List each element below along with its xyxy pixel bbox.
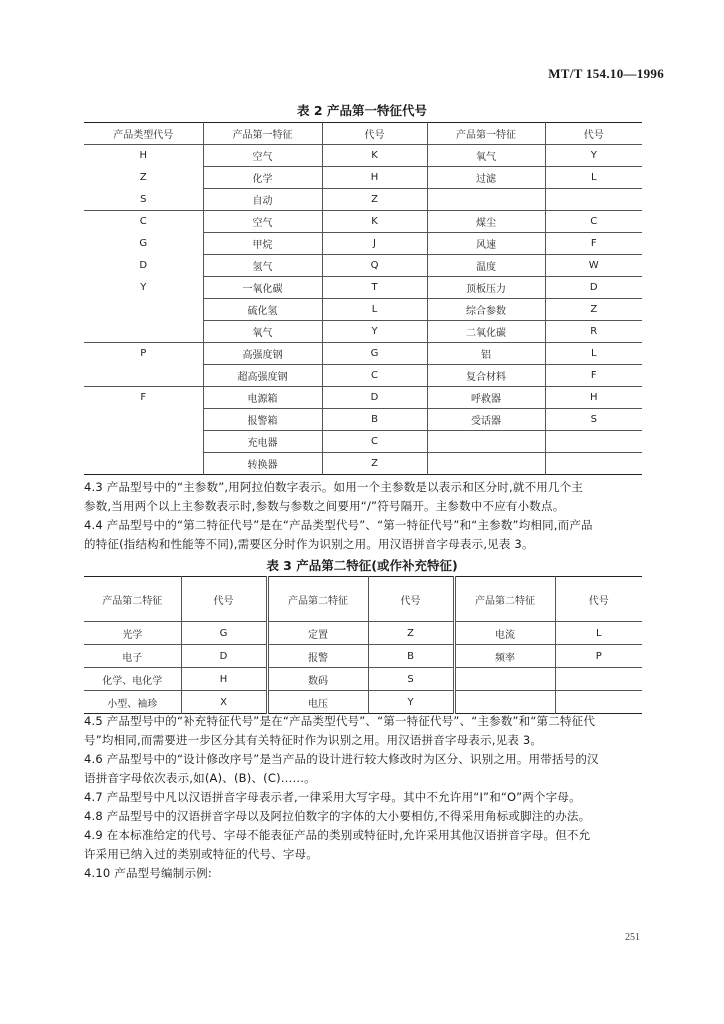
table-cell: 呼救器 (427, 387, 545, 409)
table-cell: C (84, 211, 203, 233)
table-cell (545, 189, 642, 211)
table-cell (427, 431, 545, 453)
text-line: 许采用已纳入过的类别或特征的代号、字母。 (84, 847, 318, 861)
table-cell (454, 691, 555, 714)
table-cell (84, 409, 203, 431)
table-cell: Y (545, 145, 642, 167)
table-row (84, 431, 642, 453)
table-cell (545, 431, 642, 453)
text-line: 的特征(指结构和性能等不同),需要区分时作为识别之用。用汉语拼音字母表示,见表 3。 (84, 537, 534, 551)
table-cell: S (368, 668, 454, 691)
table3-header-cell: 产品第二特征 (84, 577, 181, 622)
table-cell: 电源箱 (203, 387, 322, 409)
table2-title: 表 2 产品第一特征代号 (297, 103, 427, 118)
text-line: 4.9 在本标准给定的代号、字母不能表征产品的类别或特征时,允许采用其他汉语拼音字母。但不允 (84, 828, 591, 842)
table-cell: B (368, 645, 454, 668)
clause-4-10 (84, 864, 648, 883)
standard-code: MT/T 154.10—1996 (548, 66, 664, 81)
table-cell: 自动 (203, 189, 322, 211)
table-cell (84, 453, 203, 475)
table-cell: 受话器 (427, 409, 545, 431)
table2-header-cell: 代号 (322, 123, 427, 145)
table-cell: 电子 (84, 645, 181, 668)
text-line: 参数,当用两个以上主参数表示时,参数与参数之间要用“/”符号隔开。主参数中不应有小数点。 (84, 499, 565, 513)
clause-4-7 (84, 788, 648, 807)
table2-first-feature-codes (84, 122, 642, 475)
table-cell: 电流 (454, 622, 555, 645)
table-cell: 煤尘 (427, 211, 545, 233)
table3-second-feature-codes (84, 576, 642, 714)
table-cell (84, 431, 203, 453)
table-cell: S (84, 189, 203, 211)
table-cell: 甲烷 (203, 233, 322, 255)
text-line: 4.8 产品型号中的汉语拼音字母以及阿拉伯数字的字体的大小要相仿,不得采用角标或脚注的办法。 (84, 809, 591, 823)
table-cell: 数码 (267, 668, 368, 691)
table3-header-cell: 代号 (368, 577, 454, 622)
table-cell: F (84, 387, 203, 409)
table-row (84, 668, 642, 691)
page-number: 251 (625, 932, 640, 943)
table-cell: C (322, 431, 427, 453)
table3-header-cell: 代号 (555, 577, 642, 622)
clause-4-8 (84, 807, 648, 826)
table-cell: L (545, 167, 642, 189)
table-cell: P (555, 645, 642, 668)
table-cell: 一氧化碳 (203, 277, 322, 299)
table-cell: 超高强度钢 (203, 365, 322, 387)
table-cell: X (181, 691, 267, 714)
table-cell: K (322, 211, 427, 233)
table-cell: Z (322, 189, 427, 211)
table3-header-row (84, 577, 642, 622)
table-cell: C (545, 211, 642, 233)
table-cell: 二氧化碳 (427, 321, 545, 343)
table-cell: 定置 (267, 622, 368, 645)
table-row (84, 145, 642, 167)
text-line: 4.5 产品型号中的“补充特征代号”是在“产品类型代号”、“第一特征代号”、“主参数”和“第二特征代 (84, 714, 596, 728)
text-line: 4.4 产品型号中的“第二特征代号”是在“产品类型代号”、“第一特征代号”和“主参数”均相同,而产品 (84, 518, 593, 532)
table-cell: Z (84, 167, 203, 189)
table-row (84, 255, 642, 277)
table-cell: D (84, 255, 203, 277)
table2-header-row (84, 123, 642, 145)
table-cell: 电压 (267, 691, 368, 714)
table-cell: 高强度钢 (203, 343, 322, 365)
table-cell: 报警箱 (203, 409, 322, 431)
table2-header-cell: 产品第一特征 (203, 123, 322, 145)
table-cell (84, 321, 203, 343)
table-row (84, 645, 642, 668)
table-cell: 风速 (427, 233, 545, 255)
clause-4-4 (84, 516, 648, 554)
table-cell: Q (322, 255, 427, 277)
text-line: 号”均相同,而需要进一步区分其有关特征时作为识别之用。用汉语拼音字母表示,见表 3。 (84, 733, 543, 747)
table-cell: 综合参数 (427, 299, 545, 321)
table-cell: F (590, 370, 597, 381)
table-cell: 化学、电化学 (84, 668, 181, 691)
table-cell: D (322, 387, 427, 409)
table-cell: L (555, 622, 642, 645)
table-cell (454, 668, 555, 691)
table-cell: 充电器 (203, 431, 322, 453)
table-cell: 频率 (454, 645, 555, 668)
table-cell: 铝 (427, 343, 545, 365)
table-cell: 报警 (267, 645, 368, 668)
table-cell (84, 299, 203, 321)
table-cell (84, 365, 203, 387)
table-cell: F (545, 233, 642, 255)
table-cell: Y (368, 691, 454, 714)
table-cell: T (322, 277, 427, 299)
table3-header-cell: 产品第二特征 (267, 577, 368, 622)
table-cell: H (545, 387, 642, 409)
table-cell: Z (368, 622, 454, 645)
table-cell: 硫化氢 (203, 299, 322, 321)
table-cell: D (545, 277, 642, 299)
clause-4-5 (84, 712, 648, 750)
table-cell (427, 453, 545, 475)
text-line: 4.10 产品型号编制示例: (84, 866, 212, 880)
text-line: 4.3 产品型号中的“主参数”,用阿拉伯数字表示。如用一个主参数是以表示和区分时,就不用几个主 (84, 480, 584, 494)
table-row (84, 167, 642, 189)
table-cell: G (322, 343, 427, 365)
table-cell: H (322, 167, 427, 189)
table-cell (555, 668, 642, 691)
table-cell: 空气 (203, 211, 322, 233)
text-line: 4.6 产品型号中的“设计修改序号”是当产品的设计进行较大修改时为区分、识别之用。用带括号的汉 (84, 752, 599, 766)
text-line: 4.7 产品型号中凡以汉语拼音字母表示者,一律采用大写字母。其中不允许用“I”和“O”两个字母。 (84, 790, 581, 804)
table-cell: Z (322, 453, 427, 475)
table-cell: W (545, 255, 642, 277)
table-row (84, 277, 642, 299)
table-row (84, 211, 642, 233)
clause-4-6 (84, 750, 648, 788)
text-line: 语拼音字母依次表示,如(A)、(B)、(C)……。 (84, 771, 316, 785)
table-cell: Y (84, 277, 203, 299)
table-row (84, 365, 642, 387)
table-row (84, 343, 642, 365)
table-cell: P (84, 343, 203, 365)
table-cell: L (322, 299, 427, 321)
table2-header-cell: 产品类型代号 (84, 123, 203, 145)
clause-4-3 (84, 478, 648, 516)
table-cell: H (181, 668, 267, 691)
table-cell: 顶板压力 (427, 277, 545, 299)
table-cell: 过滤 (427, 167, 545, 189)
table-cell: B (322, 409, 427, 431)
table-cell: 氧气 (427, 145, 545, 167)
table2-header-cell: 产品第一特征 (427, 123, 545, 145)
table-cell: 光学 (84, 622, 181, 645)
table3-title: 表 3 产品第二特征(或作补充特征) (266, 558, 458, 573)
table-row (84, 387, 642, 409)
table-cell: H (84, 145, 203, 167)
table-cell: S (545, 409, 642, 431)
table-cell: 化学 (203, 167, 322, 189)
table-row (84, 233, 642, 255)
table-cell: K (322, 145, 427, 167)
table-cell: G (84, 233, 203, 255)
table3-header-cell: 代号 (181, 577, 267, 622)
table-cell: 转换器 (203, 453, 322, 475)
table-row (84, 299, 642, 321)
table-cell: 小型、袖珍 (84, 691, 181, 714)
table-cell: C (322, 365, 427, 387)
table-cell: 温度 (427, 255, 545, 277)
clause-4-9 (84, 826, 648, 864)
table-cell: 氢气 (203, 255, 322, 277)
table-cell: R (590, 326, 598, 337)
table-cell: Y (322, 321, 427, 343)
table-cell: D (181, 645, 267, 668)
table-row (84, 691, 642, 714)
table-cell (545, 453, 642, 475)
table-cell: 复合材料 (427, 365, 545, 387)
table-row (84, 622, 642, 645)
table-cell: Z (545, 299, 642, 321)
table-cell (427, 189, 545, 211)
table-cell: J (322, 233, 427, 255)
table-row (84, 321, 642, 343)
table2-header-cell: 代号 (545, 123, 642, 145)
table-cell: 氧气 (203, 321, 322, 343)
table-cell (555, 691, 642, 714)
table-row (84, 189, 642, 211)
table-cell: G (181, 622, 267, 645)
table-row (84, 409, 642, 431)
table-cell: L (545, 343, 642, 365)
table3-header-cell: 产品第二特征 (454, 577, 555, 622)
table-row (84, 453, 642, 475)
table-cell: 空气 (203, 145, 322, 167)
